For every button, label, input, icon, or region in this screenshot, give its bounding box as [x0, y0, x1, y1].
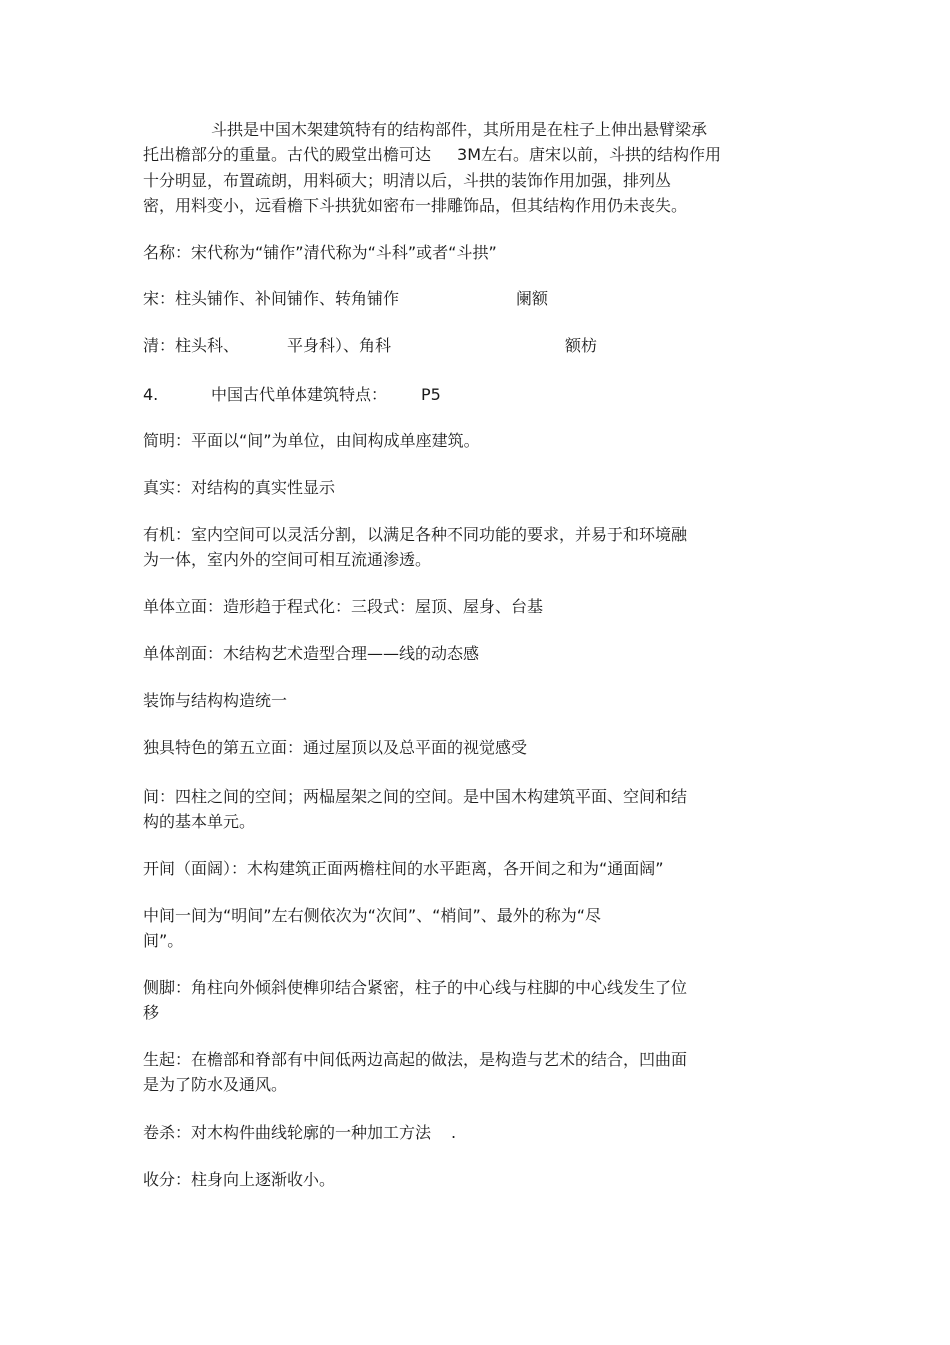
item-juansha [143, 1123, 456, 1143]
item-zhongjian-line-2: 间”。 [143, 931, 184, 950]
item-poumian: 单体剖面：木结构艺术造型合理——线的动态感 [143, 644, 480, 663]
item-shoufen: 收分：柱身向上逐渐收小。 [143, 1170, 336, 1189]
qing-line-b: 平身科）、角科 [287, 336, 392, 355]
item-cejiao-line-2: 移 [143, 1003, 160, 1022]
item-shengqi-line-2: 是为了防水及通风。 [143, 1075, 288, 1094]
item-jian-line-2: 构的基本单元。 [143, 812, 256, 831]
item-zhuangshi: 装饰与结构构造统一 [143, 691, 288, 710]
item-youji-line-2: 为一体，室内外的空间可相互流通渗透。 [143, 550, 432, 569]
song-line: 宋：柱头铺作、补间铺作、转角铺作 [143, 289, 400, 308]
intro-line-3: 十分明显，布置疏朗，用料硕大；明清以后，斗拱的装饰作用加强，排列丛 [143, 171, 672, 190]
item-juansha-text: 卷杀：对木构件曲线轮廓的一种加工方法 [143, 1123, 432, 1142]
intro-line-2a: 托出檐部分的重量。古代的殿堂出檐可达 [143, 145, 432, 164]
item-zhongjian-line-1: 中间一间为“明间”左右侧依次为“次间”、“梢间”、最外的称为“尽 [143, 906, 602, 925]
item-jian-line-1: 间：四柱之间的空间；两榀屋架之间的空间。是中国木构建筑平面、空间和结 [143, 787, 688, 806]
qing-extra: 额枋 [565, 336, 598, 355]
item-jianming: 简明：平面以“间”为单位，由间构成单座建筑。 [143, 431, 480, 450]
item-limian: 单体立面：造形趋于程式化：三段式：屋顶、屋身、台基 [143, 597, 544, 616]
intro-line-4: 密，用料变小，远看檐下斗拱犹如密布一排雕饰品，但其结构作用仍未丧失。 [143, 196, 688, 215]
intro-line-2b: 3M左右。唐宋以前，斗拱的结构作用 [457, 145, 722, 164]
section-4-ref: P5 [421, 385, 441, 404]
item-juansha-dot: . [451, 1123, 457, 1142]
intro-line-2 [143, 145, 721, 165]
item-diwu: 独具特色的第五立面：通过屋顶以及总平面的视觉感受 [143, 738, 528, 757]
item-shengqi-line-1: 生起：在檐部和脊部有中间低两边高起的做法，是构造与艺术的结合，凹曲面 [143, 1050, 688, 1069]
section-4-title: 中国古代单体建筑特点： [211, 385, 388, 404]
song-extra: 阑额 [516, 289, 549, 308]
section-4-number: 4. [143, 385, 159, 404]
item-cejiao-line-1: 侧脚：角柱向外倾斜使榫卯结合紧密，柱子的中心线与柱脚的中心线发生了位 [143, 978, 688, 997]
item-kaijian: 开间（面阔）：木构建筑正面两檐柱间的水平距离，各开间之和为“通面阔” [143, 859, 664, 878]
qing-line-a: 清：柱头科、 [143, 336, 240, 355]
name-line: 名称：宋代称为“铺作”清代称为“斗科”或者“斗拱” [143, 243, 497, 262]
item-zhenshi: 真实：对结构的真实性显示 [143, 478, 336, 497]
item-youji-line-1: 有机：室内空间可以灵活分割，以满足各种不同功能的要求，并易于和环境融 [143, 525, 688, 544]
intro-line-1: 斗拱是中国木架建筑特有的结构部件，其所用是在柱子上伸出悬臂梁承 [211, 120, 708, 139]
